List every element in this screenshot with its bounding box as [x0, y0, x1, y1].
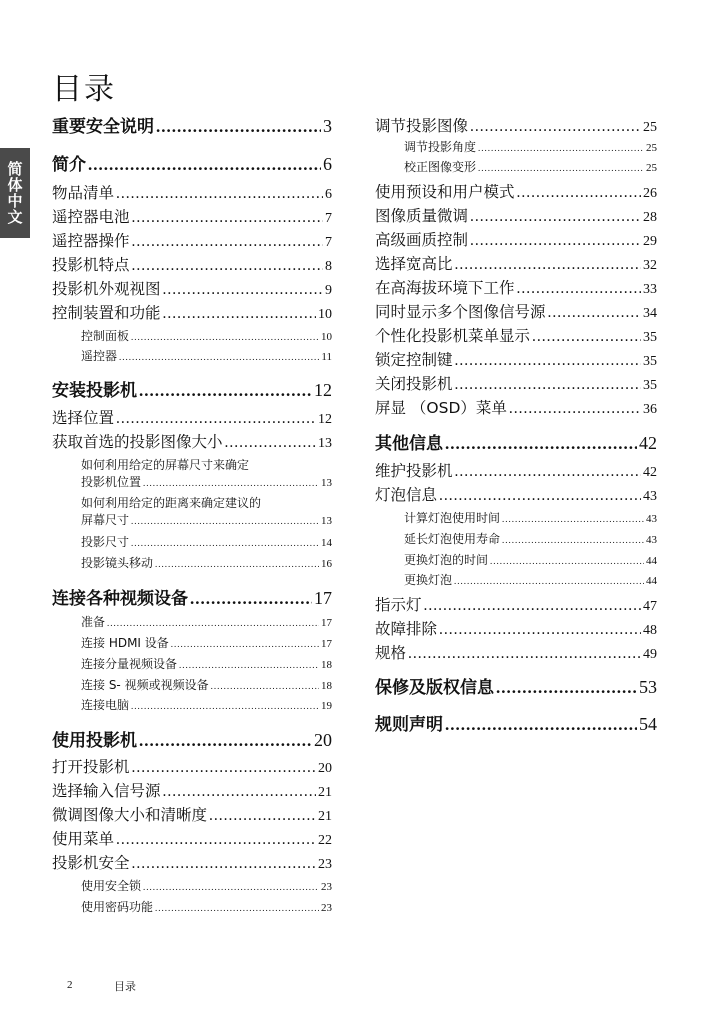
- toc-entry-text: 指示灯: [375, 596, 422, 614]
- toc-entry[interactable]: [375, 300, 657, 322]
- toc-entry-text: 屏显 （OSD）菜单: [375, 399, 507, 417]
- toc-subentry[interactable]: [52, 494, 332, 528]
- toc-entry-page: 35: [643, 354, 657, 369]
- toc-entry-page: 28: [643, 210, 657, 225]
- toc-entry-page: 12: [314, 380, 332, 400]
- toc-entry-text: 故障排除: [375, 620, 438, 638]
- toc-entry-text: 规则声明: [375, 715, 443, 735]
- toc-entry-page: 7: [325, 211, 332, 226]
- toc-entry-text: 图像质量微调: [375, 207, 469, 225]
- leader-dots: [107, 618, 319, 628]
- leader-dots: [439, 487, 641, 505]
- toc-entry-text: 更换灯泡的时间: [404, 553, 489, 567]
- toc-subentry[interactable]: [52, 456, 332, 490]
- toc-entry-text: 使用密码功能: [81, 900, 154, 914]
- toc-entry-text: 更换灯泡: [404, 573, 453, 587]
- toc-entry[interactable]: [52, 181, 332, 203]
- toc-entry-page: 43: [646, 513, 657, 525]
- toc-entry-section[interactable]: [52, 150, 332, 175]
- leader-dots: [132, 233, 323, 251]
- toc-entry-section[interactable]: [52, 376, 332, 401]
- toc-entry-page: 17: [321, 617, 332, 629]
- leader-dots: [478, 163, 644, 173]
- leader-dots: [132, 855, 316, 873]
- toc-entry[interactable]: [52, 205, 332, 227]
- toc-entry-text: 连接电脑: [81, 698, 130, 712]
- toc-entry-text: 校正图像变形: [404, 160, 477, 174]
- toc-entry-page: 42: [643, 465, 657, 480]
- toc-entry-text: 调节投影角度: [404, 140, 477, 154]
- leader-dots: [445, 715, 637, 735]
- leader-dots: [455, 463, 641, 481]
- toc-entry-text: 维护投影机: [375, 462, 453, 480]
- toc-entry-page: 25: [643, 120, 657, 135]
- toc-subentry[interactable]: [52, 898, 332, 915]
- leader-dots: [517, 184, 641, 202]
- leader-dots: [470, 208, 641, 226]
- toc-entry-text: 投影镜头移动: [81, 556, 154, 570]
- toc-entry[interactable]: [375, 276, 657, 298]
- leader-dots: [163, 281, 323, 299]
- toc-entry-page: 19: [321, 700, 332, 712]
- toc-entry-text: 投影机特点: [52, 256, 130, 274]
- toc-entry-page: 35: [643, 378, 657, 393]
- language-tab-label: 简体中文: [5, 161, 24, 225]
- page-title: 目录: [52, 72, 116, 107]
- toc-entry[interactable]: [375, 396, 657, 418]
- toc-entry-text: 使用投影机: [52, 731, 137, 751]
- leader-dots: [132, 209, 323, 227]
- toc-entry-text: 连接 HDMI 设备: [81, 636, 169, 650]
- toc-entry[interactable]: [52, 253, 332, 275]
- leader-dots: [455, 256, 641, 274]
- toc-entry[interactable]: [375, 252, 657, 274]
- toc-entry[interactable]: [52, 827, 332, 849]
- toc-entry-page: 20: [314, 730, 332, 750]
- toc-entry-page: 13: [321, 477, 332, 489]
- toc-entry-text: 选择宽高比: [375, 255, 453, 273]
- toc-entry-text-cont: 屏幕尺寸: [81, 513, 130, 527]
- toc-entry-page: 23: [318, 857, 332, 872]
- footer-label: 目录: [114, 980, 136, 993]
- language-tab: [0, 148, 30, 238]
- toc-subentry[interactable]: [52, 696, 332, 713]
- leader-dots: [209, 807, 316, 825]
- leader-dots: [171, 639, 319, 649]
- toc-entry-text: 保修及版权信息: [375, 678, 494, 698]
- toc-entry-page: 16: [321, 558, 332, 570]
- leader-dots: [131, 701, 319, 711]
- toc-entry-text: 准备: [81, 615, 106, 629]
- toc-entry-page: 12: [318, 412, 332, 427]
- leader-dots: [139, 731, 312, 751]
- toc-entry[interactable]: [375, 324, 657, 346]
- leader-dots: [532, 328, 641, 346]
- toc-entry-text: 同时显示多个图像信号源: [375, 303, 546, 321]
- page-footer: [67, 978, 136, 993]
- toc-entry-page: 32: [643, 258, 657, 273]
- toc-entry-page: 13: [318, 436, 332, 451]
- toc-entry-page: 10: [321, 331, 332, 343]
- toc-entry-text-cont: 投影机位置: [81, 475, 142, 489]
- toc-entry-text: 个性化投影机菜单显示: [375, 327, 531, 345]
- toc-entry-page: 54: [639, 714, 657, 734]
- toc-entry-page: 44: [646, 575, 657, 587]
- toc-entry-text: 连接分量视频设备: [81, 657, 178, 671]
- toc-entry-page: 11: [321, 351, 332, 363]
- toc-entry-text: 如何利用给定的距离来确定建议的: [81, 496, 262, 510]
- toc-entry-text: 控制面板: [81, 329, 130, 343]
- toc-entry-page: 53: [639, 677, 657, 697]
- leader-dots: [509, 400, 641, 418]
- toc-entry-text: 遥控器电池: [52, 208, 130, 226]
- leader-dots: [88, 155, 321, 175]
- toc-entry-page: 7: [325, 235, 332, 250]
- toc-entry-page: 29: [643, 234, 657, 249]
- toc-subentry[interactable]: [52, 533, 332, 550]
- toc-entry[interactable]: [52, 301, 332, 323]
- toc-subentry[interactable]: [52, 554, 332, 571]
- footer-page-number: 2: [67, 979, 73, 991]
- toc-entry-page: 23: [321, 881, 332, 893]
- toc-entry-text: 投影机外观视图: [52, 280, 161, 298]
- toc-subentry[interactable]: [52, 655, 332, 672]
- leader-dots: [478, 143, 644, 153]
- leader-dots: [445, 434, 637, 454]
- toc-entry-page: 21: [318, 809, 332, 824]
- toc-subentry[interactable]: [375, 509, 657, 526]
- toc-subentry[interactable]: [52, 327, 332, 344]
- toc-entry-text: 选择输入信号源: [52, 782, 161, 800]
- toc-entry-page: 48: [643, 623, 657, 638]
- toc-entry-page: 8: [325, 259, 332, 274]
- toc-entry-text: 遥控器操作: [52, 232, 130, 250]
- toc-entry-text: 锁定控制键: [375, 351, 453, 369]
- leader-dots: [143, 882, 319, 892]
- toc-entry[interactable]: [375, 204, 657, 226]
- toc-entry[interactable]: [375, 641, 657, 663]
- toc-entry-page: 20: [318, 761, 332, 776]
- toc-entry-page: 33: [643, 282, 657, 297]
- leader-dots: [211, 681, 319, 691]
- toc-entry-page: 3: [323, 116, 332, 136]
- toc-entry-page: 44: [646, 555, 657, 567]
- toc-entry-text: 投影机安全: [52, 854, 130, 872]
- toc-entry-page: 21: [318, 785, 332, 800]
- leader-dots: [116, 185, 323, 203]
- toc-entry-text: 连接 S- 视频或视频设备: [81, 678, 209, 692]
- toc-entry[interactable]: [52, 755, 332, 777]
- toc-subentry[interactable]: [52, 634, 332, 651]
- toc-entry-text: 微调图像大小和清晰度: [52, 806, 208, 824]
- leader-dots: [548, 304, 641, 322]
- toc-entry-page: 13: [321, 515, 332, 527]
- toc-subentry[interactable]: [375, 551, 657, 568]
- leader-dots: [163, 783, 316, 801]
- toc-entry-text: 投影尺寸: [81, 535, 130, 549]
- toc-subentry[interactable]: [52, 676, 332, 693]
- leader-dots: [190, 589, 312, 609]
- toc-entry-page: 43: [643, 489, 657, 504]
- toc-entry-text: 物品清单: [52, 184, 115, 202]
- leader-dots: [455, 376, 641, 394]
- leader-dots: [455, 352, 641, 370]
- leader-dots: [155, 903, 319, 913]
- leader-dots: [132, 257, 323, 275]
- toc-entry[interactable]: [375, 228, 657, 250]
- toc-subentry[interactable]: [52, 347, 332, 364]
- toc-entry-page: 47: [643, 599, 657, 614]
- toc-entry[interactable]: [375, 593, 657, 615]
- toc-subentry[interactable]: [375, 138, 657, 155]
- toc-entry[interactable]: [375, 483, 657, 505]
- leader-dots: [439, 621, 641, 639]
- leader-dots: [119, 352, 319, 362]
- toc-entry-text: 如何利用给定的屏幕尺寸来确定: [81, 458, 250, 472]
- toc-entry-text: 关闭投影机: [375, 375, 453, 393]
- leader-dots: [454, 576, 644, 586]
- leader-dots: [470, 118, 641, 136]
- toc-entry-text: 延长灯泡使用寿命: [404, 532, 501, 546]
- leader-dots: [131, 516, 319, 526]
- toc-entry-text: 控制装置和功能: [52, 304, 161, 322]
- toc-entry[interactable]: [375, 180, 657, 202]
- toc-entry-text: 计算灯泡使用时间: [404, 511, 501, 525]
- toc-entry-page: 34: [643, 306, 657, 321]
- toc-entry-page: 9: [325, 283, 332, 298]
- toc-entry[interactable]: [52, 277, 332, 299]
- toc-entry-text: 在高海拔环境下工作: [375, 279, 515, 297]
- toc-entry-section[interactable]: [375, 710, 657, 735]
- leader-dots: [517, 280, 641, 298]
- toc-entry-page: 6: [323, 154, 332, 174]
- toc-entry[interactable]: [375, 617, 657, 639]
- toc-entry-text: 使用预设和用户模式: [375, 183, 515, 201]
- toc-entry-section[interactable]: [375, 429, 657, 454]
- toc-entry-text: 调节投影图像: [375, 117, 469, 135]
- toc-entry-text: 获取首选的投影图像大小: [52, 433, 223, 451]
- leader-dots: [502, 535, 644, 545]
- leader-dots: [225, 434, 316, 452]
- toc-entry-page: 36: [643, 402, 657, 417]
- toc-entry[interactable]: [375, 348, 657, 370]
- toc-entry-text: 遥控器: [81, 349, 118, 363]
- leader-dots: [179, 660, 319, 670]
- toc-entry-section[interactable]: [375, 673, 657, 698]
- leader-dots: [131, 538, 319, 548]
- toc-entry[interactable]: [52, 779, 332, 801]
- toc-entry-page: 26: [643, 186, 657, 201]
- toc-entry[interactable]: [52, 229, 332, 251]
- toc-entry[interactable]: [375, 459, 657, 481]
- toc-entry-page: 6: [325, 187, 332, 202]
- leader-dots: [116, 831, 316, 849]
- toc-entry-page: 18: [321, 680, 332, 692]
- toc-entry[interactable]: [52, 406, 332, 428]
- leader-dots: [155, 559, 319, 569]
- toc-entry-text: 灯泡信息: [375, 486, 438, 504]
- toc-entry-text: 简介: [52, 155, 86, 175]
- toc-entry[interactable]: [52, 430, 332, 452]
- toc-entry-section[interactable]: [52, 584, 332, 609]
- leader-dots: [116, 410, 316, 428]
- leader-dots: [163, 305, 316, 323]
- leader-dots: [139, 381, 312, 401]
- toc-entry-text: 高级画质控制: [375, 231, 469, 249]
- toc-subentry[interactable]: [375, 571, 657, 588]
- leader-dots: [131, 332, 319, 342]
- toc-entry-page: 17: [321, 638, 332, 650]
- toc-entry[interactable]: [375, 114, 657, 136]
- toc-entry-page: 42: [639, 433, 657, 453]
- toc-entry-text: 使用安全锁: [81, 879, 142, 893]
- leader-dots: [496, 678, 637, 698]
- leader-dots: [490, 556, 644, 566]
- toc-subentry[interactable]: [52, 613, 332, 630]
- toc-entry-text: 规格: [375, 644, 407, 662]
- toc-entry-text: 连接各种视频设备: [52, 589, 188, 609]
- leader-dots: [408, 645, 641, 663]
- toc-entry-section[interactable]: [52, 112, 332, 137]
- toc-entry-text: 打开投影机: [52, 758, 130, 776]
- toc-entry-page: 14: [321, 537, 332, 549]
- leader-dots: [156, 117, 321, 137]
- toc-entry-page: 23: [321, 902, 332, 914]
- toc-subentry[interactable]: [375, 158, 657, 175]
- toc-entry-page: 22: [318, 833, 332, 848]
- toc-subentry[interactable]: [52, 877, 332, 894]
- toc-entry[interactable]: [52, 851, 332, 873]
- toc-entry-page: 10: [318, 307, 332, 322]
- leader-dots: [143, 478, 319, 488]
- toc-entry-text: 使用菜单: [52, 830, 115, 848]
- leader-dots: [502, 514, 644, 524]
- toc-entry-page: 25: [646, 142, 657, 154]
- toc-entry-text: 选择位置: [52, 409, 115, 427]
- leader-dots: [132, 759, 316, 777]
- toc-entry-text: 重要安全说明: [52, 117, 154, 137]
- toc-entry[interactable]: [375, 372, 657, 394]
- toc-entry-page: 25: [646, 162, 657, 174]
- toc-entry-page: 43: [646, 534, 657, 546]
- toc-entry-section[interactable]: [52, 726, 332, 751]
- toc-entry-page: 35: [643, 330, 657, 345]
- leader-dots: [424, 597, 641, 615]
- toc-entry-text: 安装投影机: [52, 381, 137, 401]
- leader-dots: [470, 232, 641, 250]
- toc-entry-page: 49: [643, 647, 657, 662]
- toc-entry-text: 其他信息: [375, 434, 443, 454]
- toc-subentry[interactable]: [375, 530, 657, 547]
- toc-entry-page: 17: [314, 588, 332, 608]
- toc-entry-page: 18: [321, 659, 332, 671]
- toc-entry[interactable]: [52, 803, 332, 825]
